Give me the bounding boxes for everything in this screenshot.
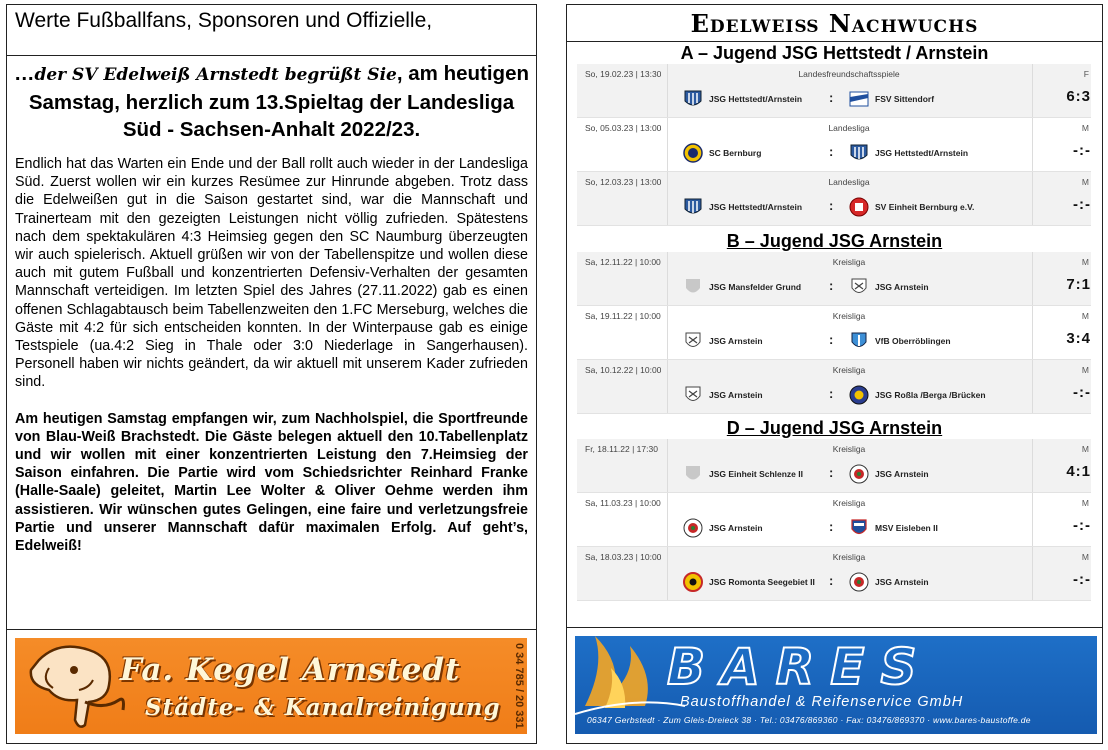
section-title-b-youth: B – Jugend JSG Arnstein (726, 231, 943, 251)
bares-brand-name: BARES (667, 638, 933, 696)
hettstedt-crest-icon (683, 197, 703, 217)
arnstein-crest-icon (683, 331, 703, 351)
match-league: Landesliga (828, 177, 870, 187)
sittendorf-crest-icon (849, 89, 869, 109)
match-league: Landesliga (828, 123, 870, 133)
match-row[interactable]: Sa, 11.03.23 | 10:00 Kreisliga JSG Arnstein : MSV Eisleben II M -:- (577, 493, 1091, 547)
einheit-bernburg-crest-icon (849, 197, 869, 217)
arnstein-crest-icon (849, 277, 869, 297)
match-row[interactable]: So, 19.02.23 | 13:30 Landesfreundschaftsspiele JSG Hettstedt/Arnstein : FSV Sittendorf F 6:3 (577, 64, 1091, 118)
away-team: SV Einheit Bernburg e.V. (875, 202, 975, 212)
home-team: JSG Arnstein (709, 390, 763, 400)
arnstein-d-crest-icon (849, 572, 869, 592)
match-score: -:- (1073, 142, 1091, 159)
match-score: -:- (1073, 571, 1091, 588)
match-date: So, 05.03.23 | 13:00 (585, 123, 662, 133)
match-row[interactable]: Sa, 12.11.22 | 10:00 Kreisliga JSG Mansfelder Grund : JSG Arnstein M 7:1 (577, 252, 1091, 306)
match-date: Sa, 10.12.22 | 10:00 (585, 365, 662, 375)
greeting-text (7, 56, 536, 143)
youth-heading: Edelweiß Nachwuchs (690, 9, 979, 38)
match-row[interactable]: Fr, 18.11.22 | 17:30 Kreisliga JSG Einheit Schlenze II : JSG Arnstein M 4:1 (577, 439, 1091, 493)
match-league: Kreisliga (832, 365, 866, 375)
match-row[interactable]: Sa, 19.11.22 | 10:00 Kreisliga JSG Arnstein : VfB Oberröblingen M 3:4 (577, 306, 1091, 360)
bares-tagline: Baustoffhandel & Reifenservice GmbH (680, 694, 964, 710)
match-list-b-youth (577, 252, 1091, 414)
match-date: Sa, 11.03.23 | 10:00 (585, 498, 661, 508)
arnstein-d-crest-icon (683, 518, 703, 538)
greeting-club: der SV Edelweiß Arnstedt begrüßt Sie (34, 65, 397, 85)
placeholder-shield-icon (683, 464, 703, 484)
arnstein-crest-icon (683, 385, 703, 405)
match-edge-label: M (1081, 365, 1089, 375)
match-league: Kreisliga (832, 552, 866, 562)
match-date: Sa, 12.11.22 | 10:00 (585, 257, 661, 267)
match-date: So, 12.03.23 | 13:00 (585, 177, 662, 187)
match-list-d-youth (577, 439, 1091, 601)
eisleben-crest-icon (849, 518, 869, 538)
hettstedt-crest-icon (683, 89, 703, 109)
bares-advertisement (575, 636, 1097, 734)
home-team: JSG Einheit Schlenze II (709, 469, 803, 479)
away-team: JSG Arnstein (875, 282, 929, 292)
section-title-a-youth: A – Jugend JSG Hettstedt / Arnstein (680, 43, 989, 63)
match-score: -:- (1073, 517, 1091, 534)
home-team: JSG Arnstein (709, 523, 763, 533)
match-row[interactable]: So, 12.03.23 | 13:00 Landesliga JSG Hettstedt/Arnstein : SV Einheit Bernburg e.V. M -:- (577, 172, 1091, 226)
match-league: Kreisliga (832, 257, 866, 267)
match-row[interactable]: So, 05.03.23 | 13:00 Landesliga SC Bernburg : JSG Hettstedt/Arnstein M -:- (577, 118, 1091, 172)
away-team: FSV Sittendorf (875, 94, 935, 104)
match-date: So, 19.02.23 | 13:30 (585, 69, 662, 79)
romonta-crest-icon (683, 572, 703, 592)
bares-address: 06347 Gerbstedt · Zum Gleis-Dreieck 38 · Tel.: 03476/869360 · Fax: 03476/869370 · www.bares-baustoffe.de (587, 715, 1031, 725)
home-team: JSG Mansfelder Grund (709, 282, 802, 292)
welcome-page (6, 4, 537, 744)
home-team: JSG Hettstedt/Arnstein (709, 94, 803, 104)
placeholder-shield-icon (683, 277, 703, 297)
match-league: Landesfreundschaftsspiele (798, 69, 900, 79)
home-team: JSG Arnstein (709, 336, 763, 346)
match-edge-label: M (1081, 177, 1089, 187)
match-edge-label: M (1081, 123, 1089, 133)
match-score: 6:3 (1066, 88, 1091, 105)
away-team: JSG Arnstein (875, 469, 929, 479)
rossla-crest-icon (849, 385, 869, 405)
sponsor-area-bares (567, 627, 1102, 743)
away-team: JSG Arnstein (875, 577, 929, 587)
match-edge-label: M (1081, 311, 1089, 321)
match-edge-label: M (1081, 444, 1089, 454)
match-score: 7:1 (1066, 276, 1091, 293)
away-team: MSV Eisleben II (875, 523, 938, 533)
oberroeblingen-crest-icon (849, 331, 869, 351)
greeting-prefix: … (13, 62, 35, 85)
home-team: SC Bernburg (709, 148, 762, 158)
away-team: VfB Oberröblingen (875, 336, 951, 346)
arnstein-d-crest-icon (849, 464, 869, 484)
welcome-heading: Werte Fußballfans, Sponsoren und Offizielle, (15, 9, 433, 32)
section-title-d-youth: D – Jugend JSG Arnstein (726, 418, 943, 438)
match-edge-label: M (1081, 257, 1089, 267)
home-team: JSG Hettstedt/Arnstein (709, 202, 803, 212)
match-row[interactable]: Sa, 18.03.23 | 10:00 Kreisliga JSG Romonta Seegebiet II : JSG Arnstein M -:- (577, 547, 1091, 601)
match-score: 3:4 (1066, 330, 1091, 347)
review-paragraph: Endlich hat das Warten ein Ende und der Ball rollt auch wieder in der Landesliga Süd. Zuerst wollen wir ein kurzes Resümee zur Hinrunde abgeben. Trotz dass die Edelweißen gut in die Saison gestartet sind, war die Mannschaft und Trainerteam mit den gezeigten Leistungen nicht völlig zufrieden. Spätestens nach dem spektakulären 4:3 Heimsieg gegen den SC Naumburg überzeugten wir auch spielerisch. Aktuell grüßen wir von der Tabellenspitze und wollen diese auch mit gutem Fußball und konzentrierten Defensiv-Verhalten der gesamten Mannschaft verteidigen. Im letzten Spiel des Jahres (27.11.2022) gab es einen offenen Schlagabtausch beim Tabellenzweiten den 1.FC Merseburg, welches die Gäste mit 4:2 für sich entscheiden konnten. In der Winterpause gab es einige Testspiele (ua.4:2 Sieg in Thale oder 3:0 Niederlage in Sangerhausen). Personell haben wir nichts geändert, da wir aktuell mit unserem Kader zufrieden sind. (15, 156, 528, 391)
hettstedt-crest-icon (849, 143, 869, 163)
match-score: -:- (1073, 384, 1091, 401)
match-score: -:- (1073, 196, 1091, 213)
match-date: Sa, 18.03.23 | 10:00 (585, 552, 662, 562)
match-row[interactable]: Sa, 10.12.22 | 10:00 Kreisliga JSG Arnstein : JSG Roßla /Berga /Brücken M -:- (577, 360, 1091, 414)
match-date: Sa, 19.11.22 | 10:00 (585, 311, 661, 321)
match-league: Kreisliga (832, 498, 866, 508)
kegel-service-line: Städte- & Kanalreinigung (145, 694, 501, 721)
youth-page (566, 4, 1103, 744)
match-league: Kreisliga (832, 444, 866, 454)
greeting-rest: , am heutigen Samstag, herzlich zum 13.Spieltag der Landesliga Süd - Sachsen-Anhalt 2022/23. (28, 62, 529, 141)
match-list-a-youth (577, 64, 1091, 226)
kegel-advertisement (15, 638, 527, 734)
match-league: Kreisliga (832, 311, 866, 321)
kegel-company-name: Fa. Kegel Arnstedt (120, 652, 461, 688)
match-date: Fr, 18.11.22 | 17:30 (585, 444, 658, 454)
match-score: 4:1 (1066, 463, 1091, 480)
bernburg-crest-icon (683, 143, 703, 163)
match-edge-label: M (1081, 498, 1089, 508)
home-team: JSG Romonta Seegebiet II (709, 577, 815, 587)
welcome-header (7, 5, 536, 56)
away-team: JSG Hettstedt/Arnstein (875, 148, 969, 158)
match-edge-label: M (1081, 552, 1089, 562)
matchday-paragraph: Am heutigen Samstag empfangen wir, zum Nachholspiel, die Sportfreunde von Blau-Weiß Brachstedt. Die Gäste belegen aktuell den 10.Tabellenplatz und wir wollen mit einer konzentrierten Leistung den 7.Heimsieg der Saison einfahren. Die Partie wird vom Schiedsrichter Reinhard Franke (Halle-Saale) geleitet, Martin Lee Wolter & Oliver Oehme werden ihm assistieren. Wir wünschen gutes Gelingen, eine faire und verletzungsfreie Partie und unserer Mannschaft dafür maximalen Erfolg. Auf geht’s, Edelweiß! (15, 410, 528, 555)
away-team: JSG Roßla /Berga /Brücken (875, 390, 986, 400)
elephant-mascot-icon (19, 640, 129, 732)
kegel-phone-number: 0 34 785 / 20 331 (513, 643, 525, 729)
youth-header (567, 5, 1102, 42)
sponsor-area-kegel (7, 629, 536, 743)
match-edge-label: F (1083, 69, 1089, 79)
